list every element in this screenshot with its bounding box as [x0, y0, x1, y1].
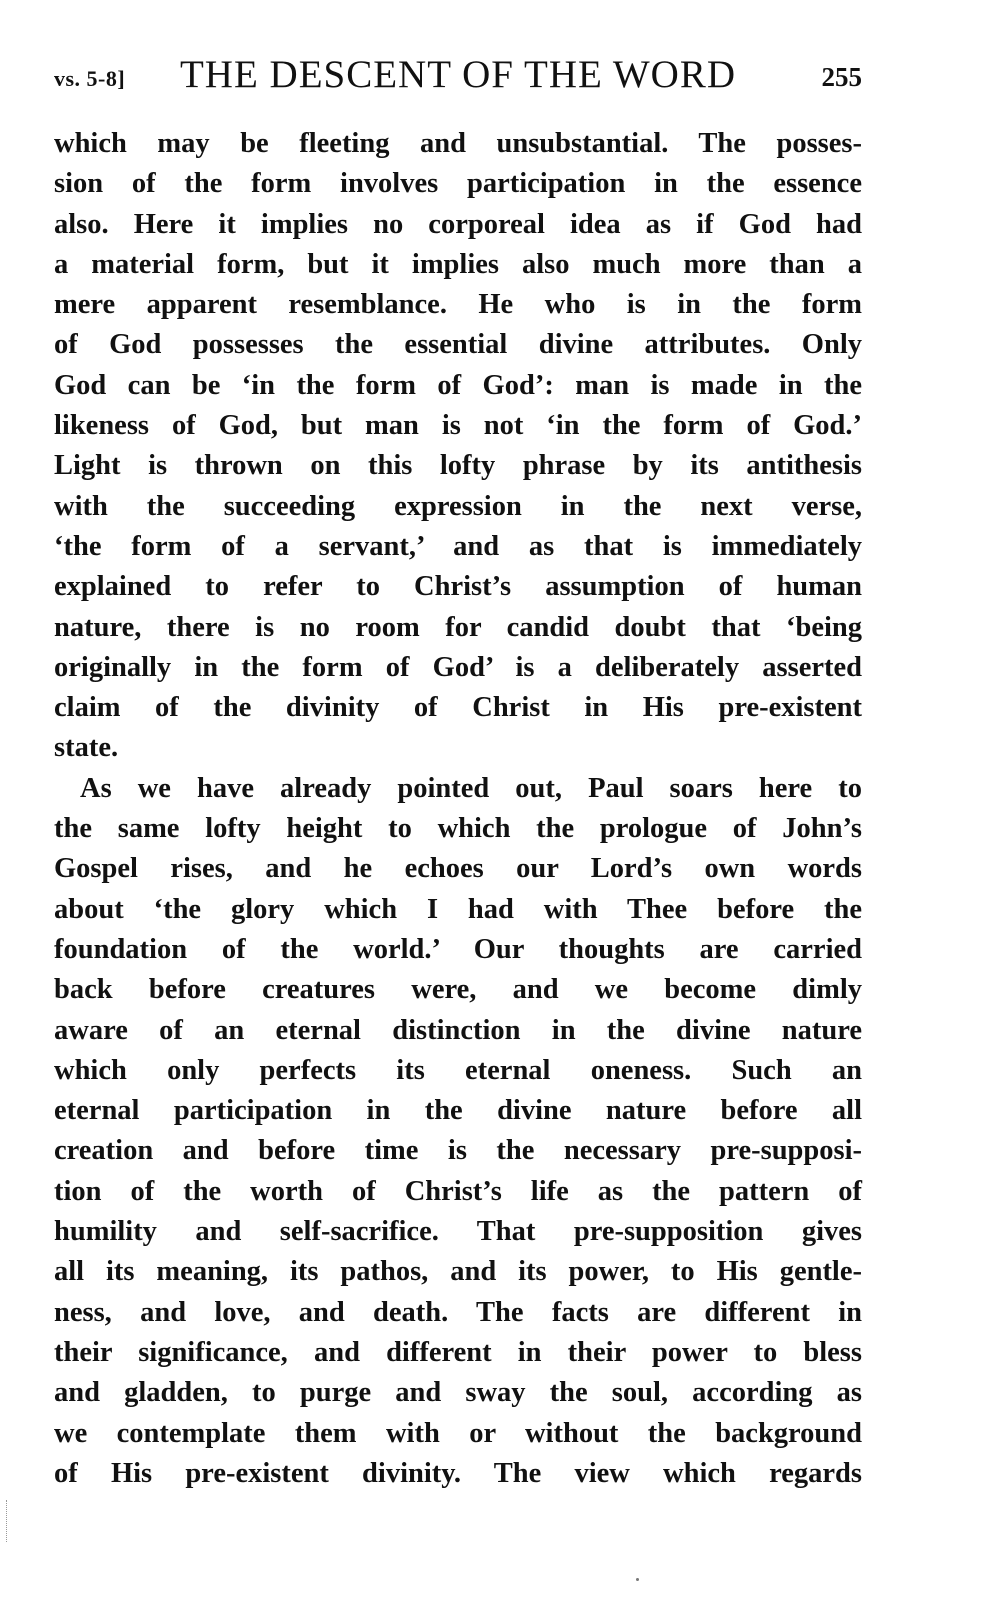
- text-line: about ‘the glory which I had with Thee before the: [54, 893, 862, 925]
- text-line: tion of the worth of Christ’s life as the pattern of: [54, 1175, 862, 1207]
- scan-speck: [636, 1578, 639, 1581]
- text-line: of His pre-existent divinity. The view which regards: [54, 1457, 862, 1489]
- verse-reference: vs. 5-8]: [54, 66, 126, 91]
- text-line: ness, and love, and death. The facts are different in: [54, 1296, 862, 1328]
- text-line: ‘the form of a servant,’ and as that is immediately: [54, 530, 862, 562]
- text-line: a material form, but it implies also much more than a: [54, 248, 862, 280]
- text-line: foundation of the world.’ Our thoughts are carried: [54, 933, 862, 965]
- text-line: Light is thrown on this lofty phrase by its antithesis: [54, 450, 862, 482]
- paragraph-start-line: As we have already pointed out, Paul soars here to: [80, 772, 862, 804]
- text-line: the same lofty height to which the prologue of John’s: [54, 813, 862, 845]
- text-line: we contemplate them with or without the background: [54, 1417, 862, 1449]
- text-line: creation and before time is the necessary pre-supposi-: [54, 1135, 862, 1167]
- text-line: their significance, and different in their power to bless: [54, 1336, 862, 1368]
- text-line: with the succeeding expression in the next verse,: [54, 490, 862, 522]
- text-line: eternal participation in the divine nature before all: [54, 1095, 862, 1127]
- text-line: aware of an eternal distinction in the divine nature: [54, 1014, 862, 1046]
- text-line: explained to refer to Christ’s assumption of human: [54, 571, 862, 603]
- page-title: THE DESCENT OF THE WORD: [179, 53, 736, 96]
- text-line: claim of the divinity of Christ in His pre-existent: [54, 692, 862, 724]
- text-line: also. Here it implies no corporeal idea as if God had: [54, 208, 862, 240]
- text-line: humility and self-sacrifice. That pre-supposition gives: [54, 1216, 862, 1248]
- text-line: mere apparent resemblance. He who is in the form: [54, 289, 862, 321]
- running-header: [54, 52, 862, 104]
- text-line: which may be fleeting and unsubstantial. The posses-: [54, 128, 862, 159]
- text-line: back before creatures were, and we become dimly: [54, 974, 862, 1006]
- text-line: which only perfects its eternal oneness. Such an: [54, 1054, 862, 1086]
- text-line: Gospel rises, and he echoes our Lord’s own words: [54, 853, 862, 885]
- text-line: God can be ‘in the form of God’: man is made in the: [54, 369, 862, 401]
- text-line: all its meaning, its pathos, and its power, to His gentle-: [54, 1256, 862, 1288]
- text-line: likeness of God, but man is not ‘in the form of God.’: [54, 410, 862, 442]
- page-number: 255: [821, 62, 862, 92]
- text-line: originally in the form of God’ is a deliberately asserted: [54, 651, 862, 683]
- text-line: of God possesses the essential divine attributes. Only: [54, 329, 862, 361]
- scan-margin-mark: [6, 1500, 8, 1542]
- paragraph-end-line: state.: [54, 732, 119, 764]
- text-line: nature, there is no room for candid doubt that ‘being: [54, 611, 862, 643]
- text-line: and gladden, to purge and sway the soul, according as: [54, 1377, 862, 1409]
- body-text: [54, 124, 862, 1494]
- text-line: sion of the form involves participation in the essence: [54, 168, 862, 200]
